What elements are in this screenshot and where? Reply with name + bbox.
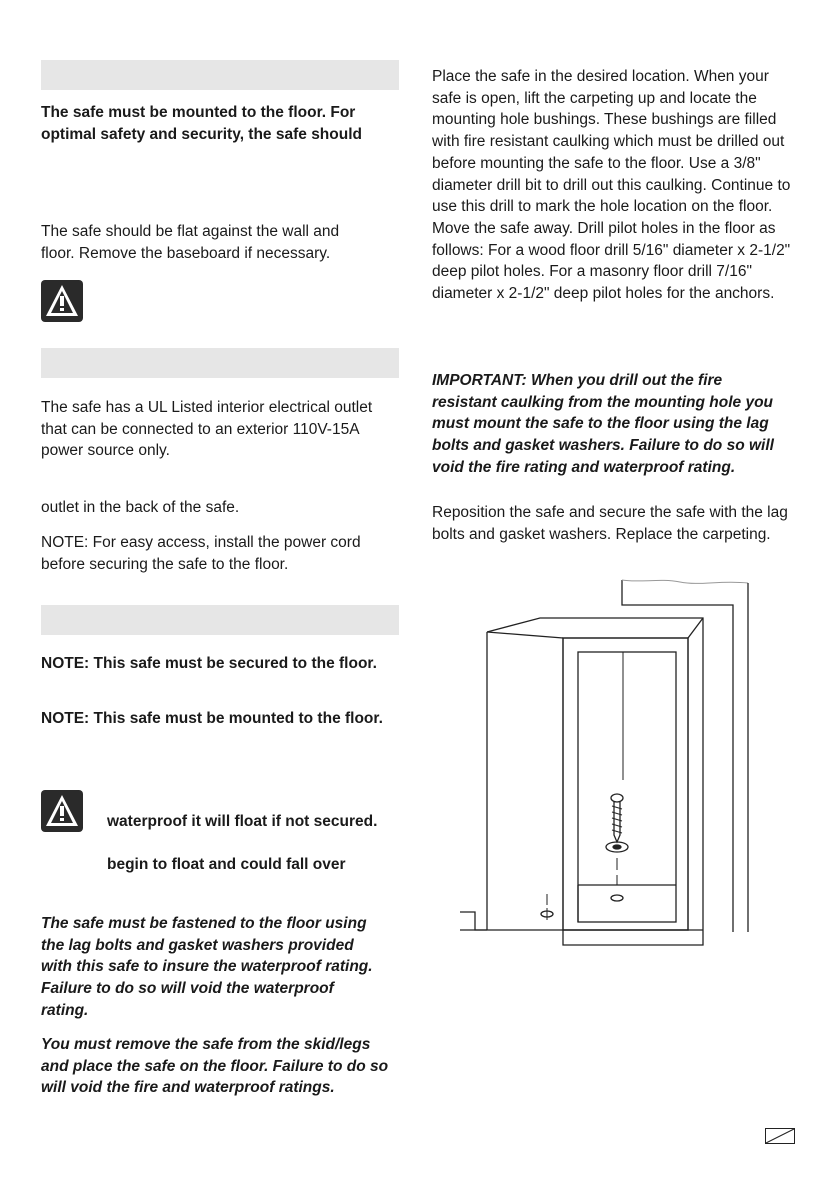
section-header-bar-electrical: [41, 348, 399, 378]
mount-intro-text: The safe must be mounted to the floor. For optimal safety and security, the safe should: [41, 104, 362, 143]
skid-warning-text: You must remove the safe from the skid/legs and place the safe on the floor. Failure to do so will void the fire and waterproof ratings.: [41, 1036, 389, 1097]
power-cord-note: NOTE: For easy access, install the power cord before securing the safe to the floor.: [41, 534, 361, 573]
page-number-box: [765, 1128, 795, 1151]
flat-against-wall-text: The safe should be flat against the wall and floor. Remove the baseboard if necessary.: [41, 223, 340, 262]
note-mounted-text: NOTE: This safe must be mounted to the floor.: [41, 710, 383, 727]
section-header-bar-mounting: [41, 60, 399, 90]
placement-instructions: Place the safe in the desired location. When your safe is open, lift the carpeting up and locate the mounting hole bushings. These bushings are filled with fire resistant caulking which must be drilled out before mounting the safe to the floor. Use a 3/8" diameter drill bit to drill out this caulking. Continue to use this drill to mark the hole location on the floor. Move the safe away. Drill pilot holes in the floor as follows: For a wood floor drill 5/16" diameter x 2-1/2" deep pilot holes. For a masonry floor drill 7/16" diameter x 2-1/2" deep pilot holes for the anchors.: [432, 68, 791, 303]
section-header-bar-securing: [41, 605, 399, 635]
warning-icon-2: [41, 790, 83, 832]
note-secured-text: NOTE: This safe must be secured to the floor.: [41, 655, 377, 672]
fasten-warning-text: The safe must be fastened to the floor using the lag bolts and gasket washers provided with this safe to insure the waterproof rating. Failure to do so will void the waterproof rating.: [41, 915, 373, 1019]
warning-float-line2: begin to float and could fall over: [107, 856, 346, 873]
warning-icon: [41, 280, 83, 322]
reposition-instructions: Reposition the safe and secure the safe with the lag bolts and gasket washers. Replace the carpeting.: [432, 504, 788, 543]
warning-float-line1: waterproof it will float if not secured.: [107, 813, 378, 830]
electrical-outlet-text: The safe has a UL Listed interior electrical outlet that can be connected to an exterior 110V-15A power source only.: [41, 399, 373, 460]
outlet-back-text: outlet in the back of the safe.: [41, 499, 240, 516]
safe-mounting-illustration: [455, 575, 755, 962]
important-notice: IMPORTANT: When you drill out the fire resistant caulking from the mounting hole you must mount the safe to the floor using the lag bolts and gasket washers. Failure to do so will void the fire rating and waterproof rating.: [432, 372, 774, 476]
